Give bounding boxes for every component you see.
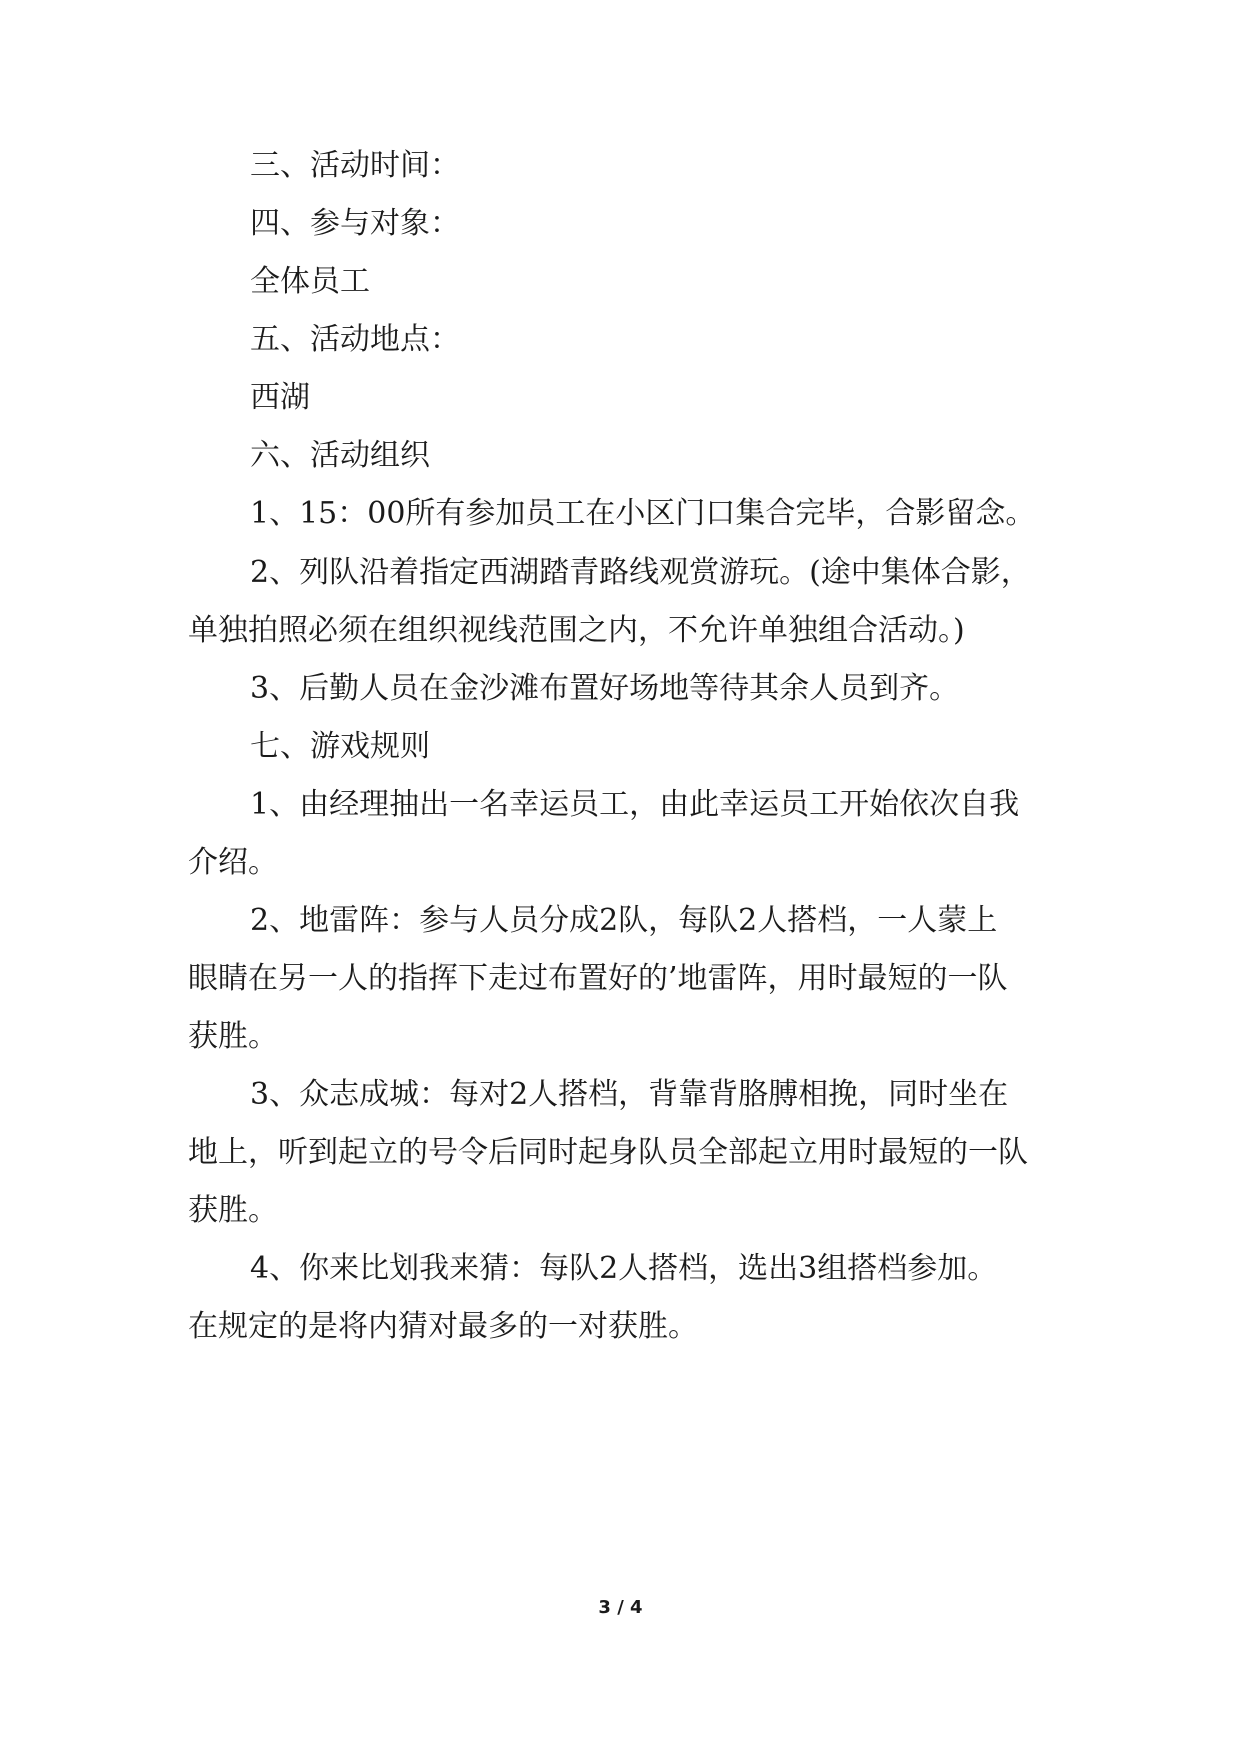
rule-4-line-2: 在规定的是将内猜对最多的一对获胜。: [188, 1309, 698, 1344]
heading-participants: 四、参与对象：: [250, 206, 460, 241]
heading-game-rules: 七、游戏规则: [250, 729, 430, 764]
rule-1-line-1: 1、由经理抽出一名幸运员工，由此幸运员工开始依次自我: [250, 787, 1020, 822]
rule-1-line-2: 介绍。: [188, 845, 278, 880]
rule-2-line-3: 获胜。: [188, 1019, 278, 1054]
org-item-2-line-2: 单独拍照必须在组织视线范围之内，不允许单独组合活动。): [188, 613, 965, 648]
text-location: 西湖: [250, 380, 310, 415]
page-number: 3 / 4: [598, 1597, 643, 1618]
text-participants: 全体员工: [250, 264, 370, 299]
rule-2-line-1: 2、地雷阵：参与人员分成2队，每队2人搭档，一人蒙上: [250, 903, 998, 938]
heading-location: 五、活动地点：: [250, 322, 460, 357]
rule-3-line-2: 地上，听到起立的号令后同时起身队员全部起立用时最短的一队: [188, 1135, 1028, 1170]
rule-3-line-1: 3、众志成城：每对2人搭档，背靠背胳膊相挽，同时坐在: [250, 1077, 1009, 1112]
org-item-1: 1、15：00所有参加员工在小区门口集合完毕，合影留念。: [250, 496, 1036, 531]
rule-4-line-1: 4、你来比划我来猜：每队2人搭档，选出3组搭档参加。: [250, 1251, 998, 1286]
rule-2-line-2: 眼睛在另一人的指挥下走过布置好的’地雷阵，用时最短的一队: [188, 961, 1008, 996]
rule-3-line-3: 获胜。: [188, 1193, 278, 1228]
org-item-2-line-1: 2、列队沿着指定西湖踏青路线观赏游玩。(途中集体合影，: [250, 555, 1031, 590]
heading-activity-time: 三、活动时间：: [250, 148, 460, 183]
heading-organization: 六、活动组织: [250, 438, 430, 473]
org-item-3: 3、后勤人员在金沙滩布置好场地等待其余人员到齐。: [250, 671, 960, 706]
